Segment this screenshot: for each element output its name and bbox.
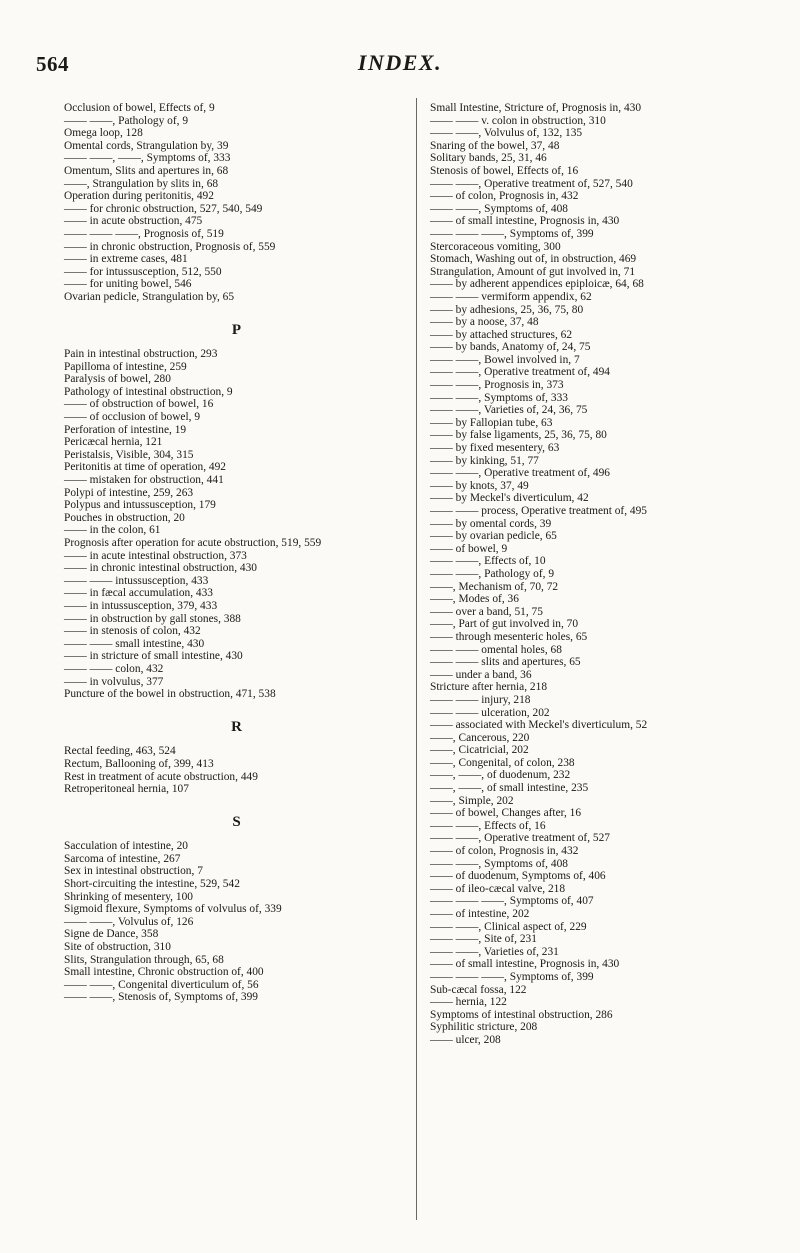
index-entry: Slits, Strangulation through, 65, 68 (64, 953, 224, 966)
index-entry: —— by ovarian pedicle, 65 (430, 530, 557, 543)
index-entry: Syphilitic stricture, 208 (430, 1021, 538, 1034)
index-entry: —— for uniting bowel, 546 (64, 278, 192, 291)
index-entry: ——, ——, of duodenum, 232 (430, 769, 571, 782)
index-entry: ——, Congenital, of colon, 238 (430, 756, 575, 769)
index-entry: Stricture after hernia, 218 (430, 681, 548, 694)
index-entry: —— in intussusception, 379, 433 (64, 599, 218, 612)
index-entry: Sex in intestinal obstruction, 7 (64, 865, 203, 878)
index-entry: —— of small intestine, Prognosis in, 430 (430, 958, 620, 971)
index-entry: —— ulcer, 208 (430, 1033, 501, 1046)
section-letter: P (231, 321, 242, 338)
index-entry: Perforation of intestine, 19 (64, 423, 187, 436)
index-entry: Signe de Dance, 358 (64, 928, 159, 941)
index-entry: Papilloma of intestine, 259 (64, 360, 187, 373)
index-entry: Pouches in obstruction, 20 (64, 511, 185, 524)
index-entry: Shrinking of mesentery, 100 (64, 890, 193, 903)
index-entry: Sacculation of intestine, 20 (64, 840, 189, 853)
index-entry: —— under a band, 36 (430, 668, 532, 681)
index-entry: —— of colon, Prognosis in, 432 (430, 845, 579, 858)
index-entry: Small intestine, Chronic obstruction of, 400 (64, 966, 264, 979)
index-entry: —— by omental cords, 39 (430, 517, 552, 530)
index-entry: —— by kinking, 51, 77 (430, 454, 539, 467)
index-entry: —— of bowel, 9 (430, 542, 508, 555)
index-entry: —— ——, Pathology of, 9 (430, 567, 555, 580)
index-entry: Sigmoid flexure, Symptoms of volvulus of, 339 (64, 903, 282, 916)
index-entry: —— in acute obstruction, 475 (64, 215, 203, 228)
index-entry: Solitary bands, 25, 31, 46 (430, 152, 547, 165)
index-entry: —— —— small intestine, 430 (64, 637, 205, 650)
index-entry: —— ——, Volvulus of, 126 (64, 915, 194, 928)
index-entry: ——, Cicatricial, 202 (430, 744, 529, 757)
index-entry: —— ——, Stenosis of, Symptoms of, 399 (64, 991, 258, 1004)
index-entry: —— in acute intestinal obstruction, 373 (64, 549, 247, 562)
index-entry: —— ——, Operative treatment of, 496 (430, 467, 610, 480)
index-entry: —— hernia, 122 (430, 996, 507, 1009)
index-entry: Short-circuiting the intestine, 529, 542 (64, 878, 240, 891)
index-entry: —— —— ulceration, 202 (430, 706, 550, 719)
index-entry: —— of small intestine, Prognosis in, 430 (430, 215, 620, 228)
index-entry: —— in extreme cases, 481 (64, 253, 188, 266)
index-entry: —— by Fallopian tube, 63 (430, 416, 553, 429)
index-entry: Stenosis of bowel, Effects of, 16 (430, 164, 579, 177)
index-entry: —— by attached structures, 62 (430, 328, 573, 341)
index-entry: —— —— v. colon in obstruction, 310 (430, 114, 606, 127)
index-entry: Small Intestine, Stricture of, Prognosis in, 430 (430, 102, 642, 114)
index-entry: —— —— ——, Symptoms of, 399 (430, 227, 594, 240)
index-entry: Pericæcal hernia, 121 (64, 436, 163, 449)
index-entry: Sub-cæcal fossa, 122 (430, 983, 527, 996)
index-entry: Occlusion of bowel, Effects of, 9 (64, 102, 215, 114)
index-entry: Prognosis after operation for acute obstruction, 519, 559 (64, 537, 322, 549)
index-entry: —— ——, Pathology of, 9 (64, 114, 189, 127)
index-entry: Rectum, Ballooning of, 399, 413 (64, 757, 214, 770)
index-entry: Strangulation, Amount of gut involved in, 71 (430, 265, 636, 278)
index-entry: —— —— vermiform appendix, 62 (430, 290, 592, 303)
index-entry: —— of occlusion of bowel, 9 (64, 411, 201, 424)
index-entry: Omentum, Slits and apertures in, 68 (64, 164, 229, 177)
index-column-left (64, 102, 409, 1004)
index-entry: —— in obstruction by gall stones, 388 (64, 612, 241, 625)
index-entry: —— of bowel, Changes after, 16 (430, 807, 582, 820)
index-entry: —— of colon, Prognosis in, 432 (430, 190, 579, 203)
index-entry: —— —— slits and apertures, 65 (430, 656, 581, 669)
index-entry: —— in chronic intestinal obstruction, 430 (64, 562, 257, 575)
column-divider (416, 98, 417, 1220)
index-entry: —— of duodenum, Symptoms of, 406 (430, 870, 606, 883)
index-entry: —— ——, Symptoms of, 408 (430, 857, 568, 870)
index-entry: —— ——, Volvulus of, 132, 135 (430, 127, 583, 140)
index-entry: —— —— intussusception, 433 (64, 574, 209, 587)
index-entry: —— ——, Symptoms of, 408 (430, 202, 568, 215)
index-entry: Ovarian pedicle, Strangulation by, 65 (64, 290, 235, 303)
index-entry: —— in fæcal accumulation, 433 (64, 587, 213, 600)
index-entry: —— in chronic obstruction, Prognosis of, 559 (64, 240, 276, 253)
index-entry: Omental cords, Strangulation by, 39 (64, 139, 229, 152)
index-entry: —— of intestine, 202 (430, 908, 530, 920)
index-entry: —— by a noose, 37, 48 (430, 316, 539, 329)
index-entry: Site of obstruction, 310 (64, 941, 171, 954)
index-entry: Rest in treatment of acute obstruction, 449 (64, 770, 258, 783)
index-entry: —— —— process, Operative treatment of, 495 (430, 505, 647, 517)
page-number: 564 (36, 52, 69, 76)
index-entry: ——, Mechanism of, 70, 72 (430, 580, 559, 593)
index-entry: —— ——, Operative treatment of, 527 (430, 832, 610, 845)
index-entry: Polypus and intussusception, 179 (64, 499, 216, 512)
index-entry: Puncture of the bowel in obstruction, 471, 538 (64, 688, 276, 701)
index-entry: ——, Cancerous, 220 (430, 731, 530, 744)
index-entry: Sarcoma of intestine, 267 (64, 852, 181, 865)
index-entry: —— by adhesions, 25, 36, 75, 80 (430, 303, 584, 316)
index-entry: Stomach, Washing out of, in obstruction, 469 (430, 253, 637, 266)
index-entry: —— of ileo-cæcal valve, 218 (430, 882, 566, 895)
index-entry: Polypi of intestine, 259, 263 (64, 486, 194, 499)
index-entry: —— ——, Symptoms of, 333 (430, 391, 568, 404)
index-entry: ——, Modes of, 36 (430, 593, 519, 606)
index-entry: Operation during peritonitis, 492 (64, 190, 214, 203)
index-entry: ——, ——, of small intestine, 235 (430, 782, 589, 795)
index-entry: —— by knots, 37, 49 (430, 479, 529, 492)
index-entry: —— ——, ——, Symptoms of, 333 (64, 152, 231, 165)
index-entry: Snaring of the bowel, 37, 48 (430, 139, 560, 152)
index-entry: —— of obstruction of bowel, 16 (64, 398, 214, 411)
index-entry: Omega loop, 128 (64, 127, 143, 140)
index-entry: —— ——, Operative treatment of, 527, 540 (430, 177, 633, 190)
index-entry: —— for intussusception, 512, 550 (64, 265, 222, 278)
index-entry: —— ——, Bowel involved in, 7 (430, 353, 580, 366)
index-entry: —— in stenosis of colon, 432 (64, 625, 201, 638)
index-entry: ——, Simple, 202 (430, 794, 514, 807)
index-entry: —— by Meckel's diverticulum, 42 (430, 492, 589, 505)
section-letter: R (231, 718, 242, 735)
index-entry: —— ——, Effects of, 16 (430, 819, 546, 832)
index-entry: Rectal feeding, 463, 524 (64, 745, 176, 758)
index-entry: —— for chronic obstruction, 527, 540, 549 (64, 202, 263, 215)
running-head: INDEX. (357, 50, 443, 75)
index-entry: —— in stricture of small intestine, 430 (64, 650, 243, 663)
index-entry: —— ——, Varieties of, 231 (430, 945, 559, 958)
index-entry: —— ——, Prognosis in, 373 (430, 379, 564, 392)
index-entry: —— in volvulus, 377 (64, 675, 164, 688)
index-entry: —— —— ——, Symptoms of, 407 (430, 895, 594, 908)
index-entry: —— by adherent appendices epiploicæ, 64, 68 (430, 278, 644, 291)
index-entry: ——, Strangulation by slits in, 68 (64, 177, 219, 190)
index-entry: —— —— ——, Symptoms of, 399 (430, 970, 594, 983)
index-entry: Retroperitoneal hernia, 107 (64, 783, 189, 796)
index-entry: —— by fixed mesentery, 63 (430, 442, 560, 455)
index-entry: ——, Part of gut involved in, 70 (430, 618, 579, 631)
index-entry: —— by bands, Anatomy of, 24, 75 (430, 341, 591, 354)
index-column-right (430, 102, 782, 1047)
index-entry: —— in the colon, 61 (64, 524, 161, 537)
index-entry: Pathology of intestinal obstruction, 9 (64, 385, 233, 398)
index-entry: —— ——, Site of, 231 (430, 933, 537, 946)
index-entry: Paralysis of bowel, 280 (64, 373, 171, 386)
index-entry: Peritonitis at time of operation, 492 (64, 461, 226, 474)
index-entry: —— by false ligaments, 25, 36, 75, 80 (430, 429, 607, 442)
index-entry: —— —— omental holes, 68 (430, 643, 562, 656)
section-letter: S (232, 813, 241, 830)
index-entry: —— ——, Effects of, 10 (430, 555, 546, 568)
index-entry: Peristalsis, Visible, 304, 315 (64, 448, 194, 461)
index-entry: —— —— colon, 432 (64, 662, 164, 675)
index-entry: —— mistaken for obstruction, 441 (64, 474, 224, 487)
index-entry: —— through mesenteric holes, 65 (430, 630, 588, 643)
index-entry: —— ——, Clinical aspect of, 229 (430, 920, 587, 933)
index-entry: —— ——, Operative treatment of, 494 (430, 366, 610, 379)
index-entry: —— ——, Congenital diverticulum of, 56 (64, 978, 259, 991)
index-entry: Pain in intestinal obstruction, 293 (64, 348, 218, 361)
index-entry: —— over a band, 51, 75 (430, 605, 543, 618)
index-entry: —— —— injury, 218 (430, 693, 531, 706)
index-entry: Stercoraceous vomiting, 300 (430, 240, 561, 253)
index-entry: —— ——, Varieties of, 24, 36, 75 (430, 404, 588, 417)
index-entry: Symptoms of intestinal obstruction, 286 (430, 1008, 613, 1021)
index-entry: —— —— ——, Prognosis of, 519 (64, 227, 224, 240)
index-entry: —— associated with Meckel's diverticulum, 52 (430, 719, 648, 732)
